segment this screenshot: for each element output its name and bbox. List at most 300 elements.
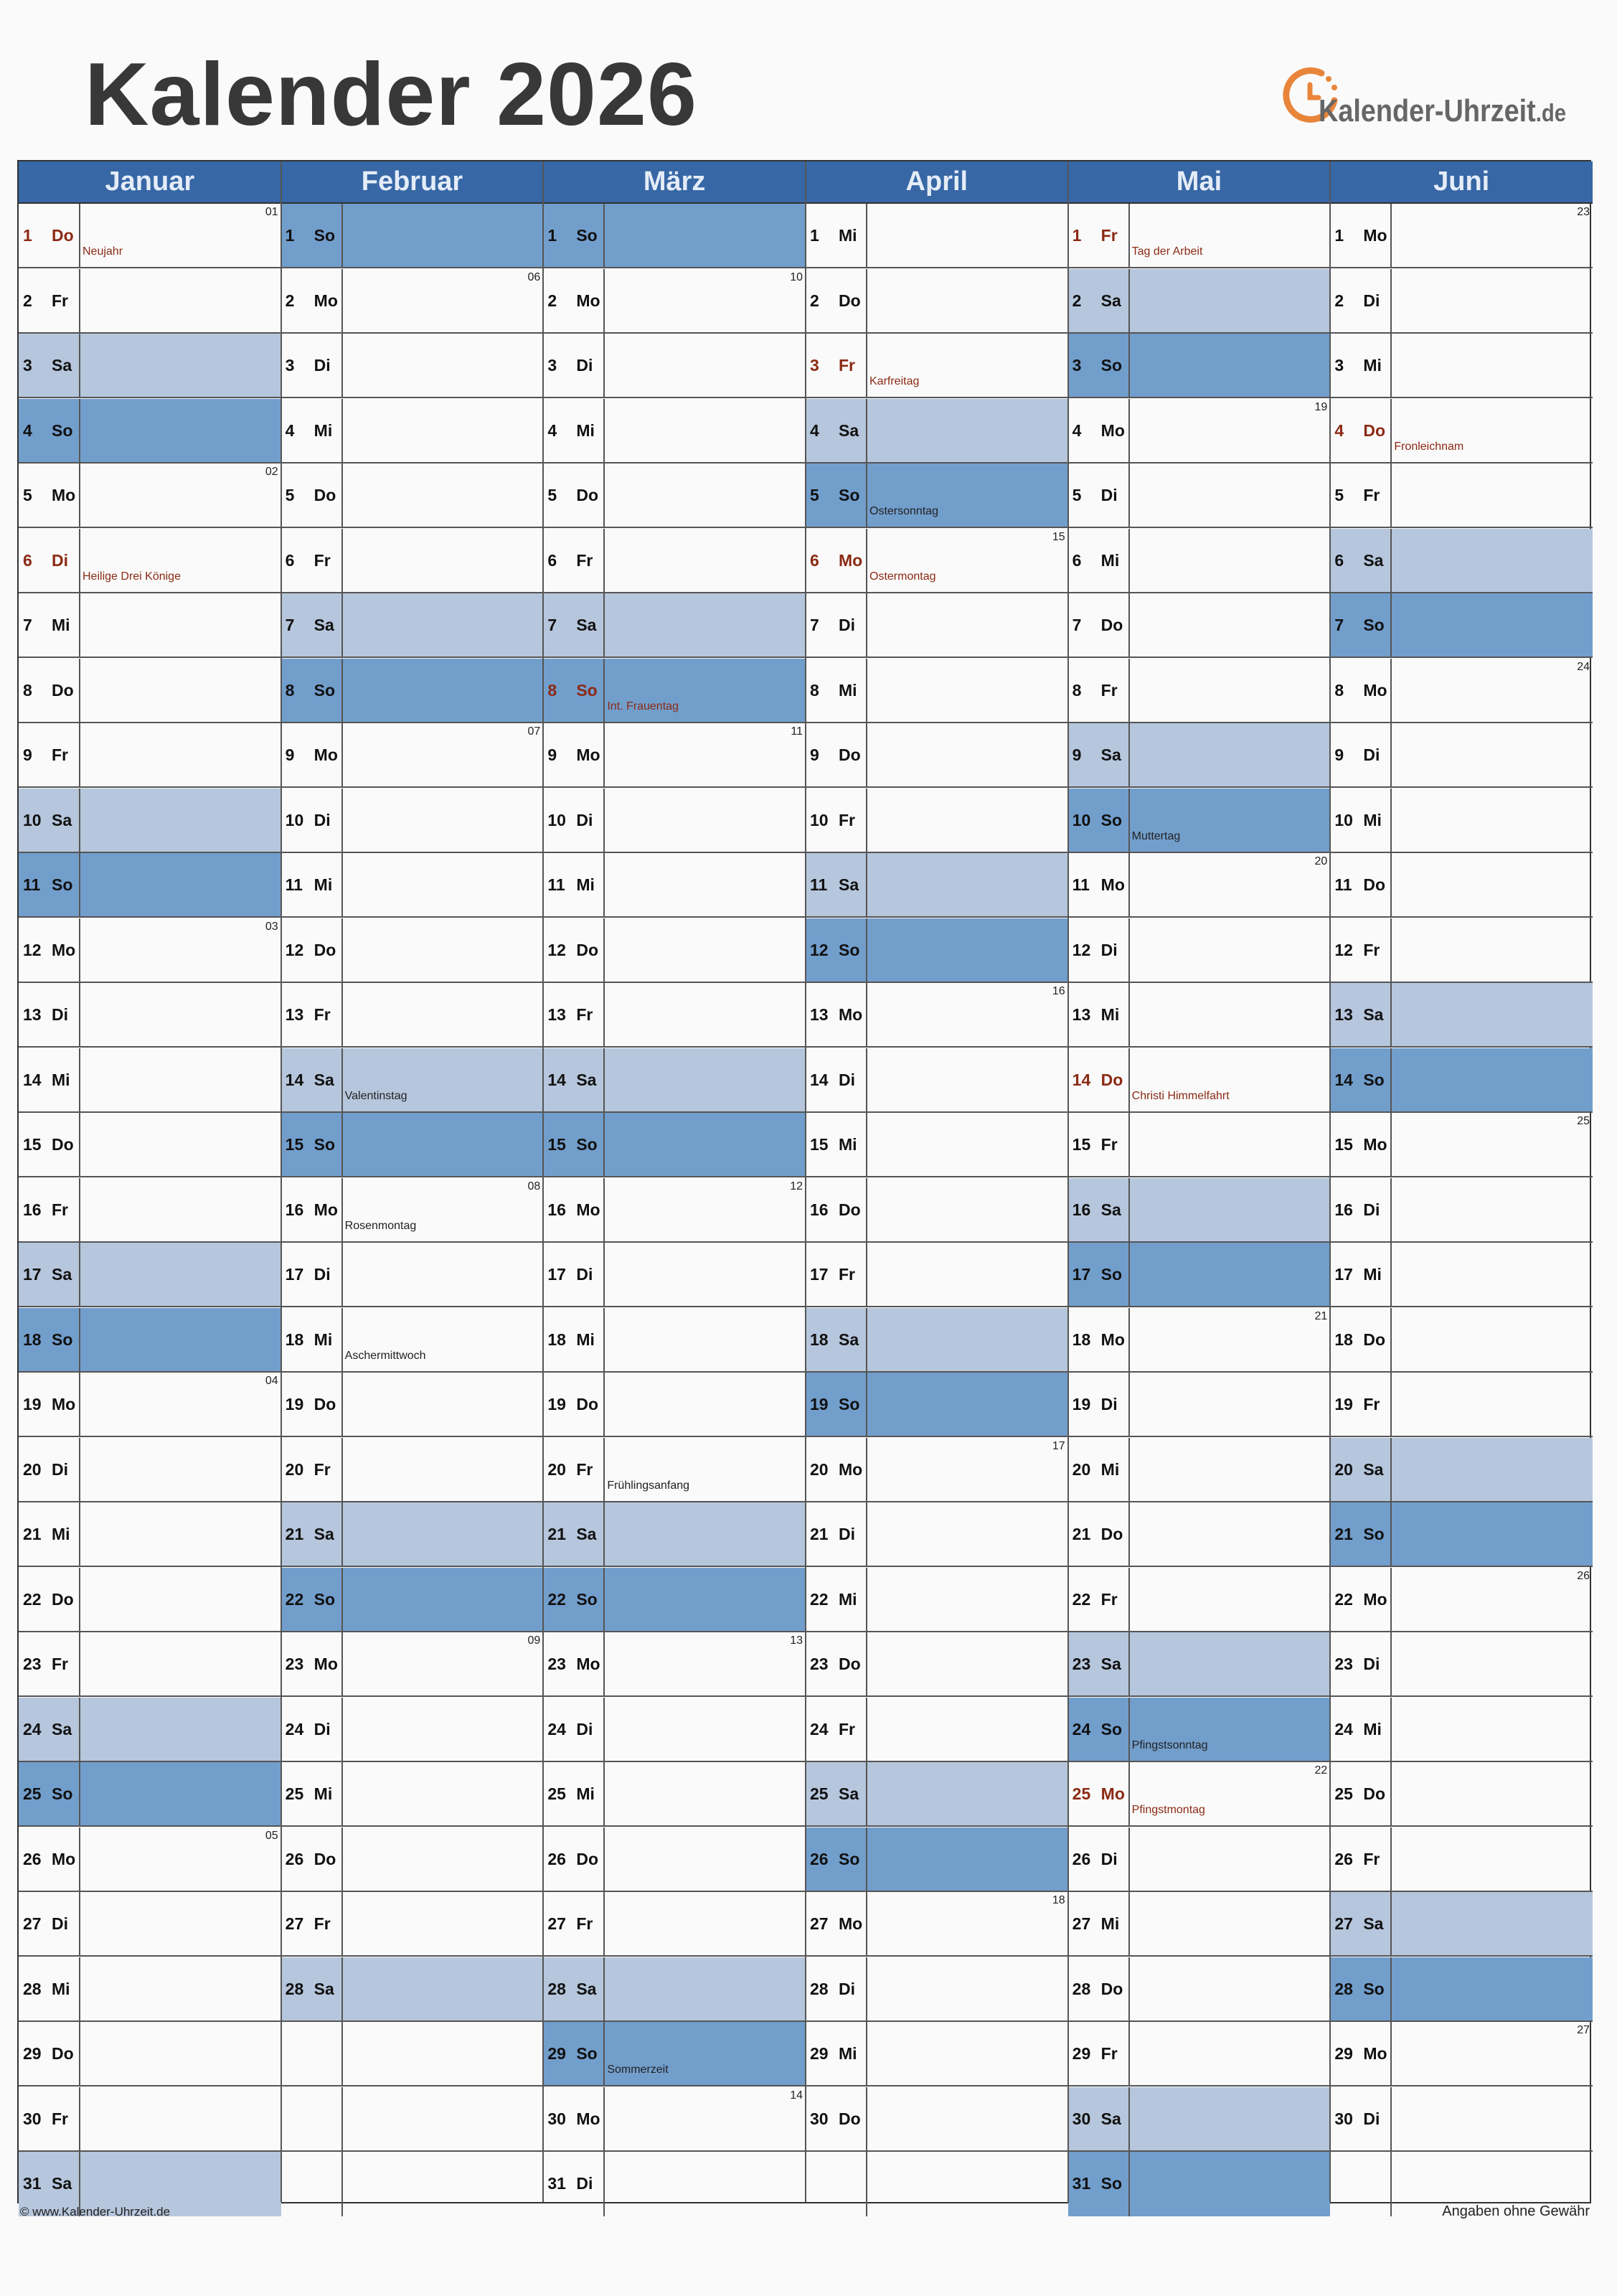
weekday-name: Sa: [1100, 2109, 1121, 2128]
day-row: [1068, 1113, 1331, 1177]
day-number: 4: [547, 420, 557, 440]
weekday-name: So: [1363, 1070, 1385, 1089]
day-note-cell: [867, 399, 1068, 462]
day-number: 9: [1072, 745, 1082, 764]
day-row: [1330, 1632, 1593, 1697]
day-note-cell: [80, 1502, 281, 1566]
day-number: 10: [1334, 810, 1353, 829]
day-note-cell: [605, 723, 806, 786]
event-label: Int. Frauentag: [607, 700, 679, 712]
day-note-cell: [867, 918, 1068, 982]
day-note-cell: [867, 1243, 1068, 1306]
day-label-cell: [19, 1178, 80, 1241]
day-row: [281, 1827, 544, 1892]
day-number: 30: [1334, 2109, 1353, 2128]
day-note-cell: [1392, 1308, 1593, 1371]
day-label-cell: [281, 918, 343, 982]
weekday-name: Sa: [839, 1330, 859, 1349]
day-row: [1330, 593, 1593, 658]
day-label-cell: [806, 1762, 867, 1825]
day-row: [543, 593, 806, 658]
day-row: [1068, 399, 1331, 464]
day-label-cell: [1330, 1502, 1392, 1566]
day-note-cell: [605, 204, 806, 267]
day-row: [19, 334, 281, 398]
day-note-cell: [867, 2087, 1068, 2150]
day-row: [1068, 1827, 1331, 1892]
weekday-name: Sa: [576, 1070, 597, 1089]
weekday-name: Mo: [52, 486, 76, 504]
day-note-cell: [867, 269, 1068, 332]
day-row: [281, 1113, 544, 1177]
day-label-cell: [1068, 529, 1130, 592]
day-number: 24: [1072, 1719, 1091, 1739]
day-number: 25: [547, 1784, 566, 1803]
weekday-name: Do: [1363, 420, 1385, 440]
day-row: [1068, 983, 1331, 1048]
day-label-cell: [281, 334, 343, 397]
weekday-name: Fr: [314, 1914, 331, 1933]
weekday-name: Mi: [576, 875, 595, 894]
day-row: [1330, 1308, 1593, 1373]
weekday-name: Fr: [52, 745, 68, 764]
day-label-cell: [19, 399, 80, 462]
weekday-name: Sa: [839, 420, 859, 440]
day-label-cell: [543, 1308, 605, 1371]
day-row: [19, 593, 281, 658]
weekday-name: Fr: [1100, 226, 1118, 245]
weekday-name: Mo: [1100, 1784, 1125, 1803]
day-row: [1330, 1762, 1593, 1827]
day-label-cell: [281, 1048, 343, 1111]
day-note-cell: [343, 1957, 544, 2020]
day-row: [281, 334, 544, 398]
day-label-cell: [281, 1243, 343, 1306]
day-label-cell: [806, 1892, 867, 1955]
day-label-cell: [1330, 1698, 1392, 1761]
weekday-name: So: [52, 420, 73, 440]
weekday-name: Do: [314, 940, 336, 959]
day-number: 4: [1072, 420, 1082, 440]
week-number: 06: [527, 270, 541, 283]
day-note-cell: [1392, 1373, 1593, 1436]
day-label-cell: [1068, 1243, 1130, 1306]
day-row: [1330, 723, 1593, 788]
day-label-cell: [543, 1502, 605, 1566]
day-row: [543, 1957, 806, 2022]
weekday-name: So: [52, 1330, 73, 1349]
day-note-cell: [605, 1827, 806, 1891]
weekday-name: Sa: [1100, 745, 1121, 764]
day-note-cell: [80, 2022, 281, 2085]
day-number: 14: [285, 1070, 304, 1089]
day-note-cell: [1130, 1957, 1331, 2020]
day-label-cell: [543, 1373, 605, 1436]
day-note-cell: [867, 593, 1068, 657]
day-row: [19, 1502, 281, 1567]
day-note-cell: [343, 983, 544, 1046]
day-label-cell: [281, 1373, 343, 1436]
day-row: [281, 1178, 544, 1243]
day-note-cell: [1130, 204, 1331, 267]
day-label-cell: [19, 1892, 80, 1955]
day-number: 31: [1072, 2174, 1091, 2193]
weekday-name: Mi: [1100, 550, 1120, 570]
day-number: 23: [1072, 1655, 1091, 1673]
day-note-cell: [343, 659, 544, 722]
day-note-cell: [343, 1438, 544, 1501]
weekday-name: Mo: [576, 2109, 600, 2128]
day-note-cell: [1130, 659, 1331, 722]
day-number: 11: [1072, 875, 1090, 894]
day-label-cell: [19, 593, 80, 657]
weekday-name: Mo: [839, 1005, 863, 1024]
month-divider: [1329, 161, 1331, 2202]
day-row: [1330, 1048, 1593, 1113]
day-number: 9: [23, 745, 32, 764]
day-number: 27: [23, 1914, 42, 1933]
week-number: 01: [265, 206, 278, 218]
day-number: 25: [285, 1784, 304, 1803]
day-row: [543, 464, 806, 528]
day-number: 17: [547, 1265, 566, 1284]
day-label-cell: [19, 1502, 80, 1566]
weekday-name: Di: [1363, 291, 1380, 310]
day-number: 13: [810, 1005, 829, 1024]
weekday-name: Sa: [1363, 1005, 1384, 1024]
day-label-cell: [543, 1827, 605, 1891]
day-note-cell: [605, 399, 806, 462]
day-label-cell: [1330, 269, 1392, 332]
day-label-cell: [543, 2022, 605, 2085]
weekday-name: So: [576, 2044, 598, 2063]
day-note-cell: [343, 1048, 544, 1111]
month-column: [1068, 161, 1331, 2202]
weekday-name: Mi: [576, 1330, 595, 1349]
day-row: [19, 1892, 281, 1957]
week-number: 26: [1577, 1569, 1590, 1582]
week-number: 17: [1052, 1439, 1065, 1452]
weekday-name: Mo: [1363, 2044, 1387, 2063]
day-row: [281, 464, 544, 528]
day-note-cell: [1392, 1243, 1593, 1306]
day-row: [281, 1308, 544, 1373]
day-note-cell: [343, 2152, 544, 2216]
weekday-name: Sa: [314, 1525, 334, 1543]
weekday-name: Fr: [1363, 486, 1380, 504]
day-row: [806, 723, 1068, 788]
day-number: 22: [23, 1589, 42, 1609]
day-number: 15: [285, 1135, 304, 1154]
day-label-cell: [806, 2087, 867, 2150]
day-label-cell: [543, 334, 605, 397]
day-row: [1068, 1762, 1331, 1827]
day-row: [543, 789, 806, 853]
day-number: 15: [547, 1135, 566, 1154]
day-row: [543, 853, 806, 918]
day-note-cell: [1130, 1762, 1331, 1825]
event-label: Frühlingsanfang: [607, 1479, 690, 1492]
day-note-cell: [80, 334, 281, 397]
day-note-cell: [80, 1957, 281, 2020]
weekday-name: Mo: [576, 1655, 600, 1673]
day-number: 24: [547, 1719, 566, 1739]
day-label-cell: [806, 399, 867, 462]
weekday-name: Do: [839, 2109, 861, 2128]
day-note-cell: [80, 1048, 281, 1111]
day-row: [1068, 2152, 1331, 2216]
day-note-cell: [80, 918, 281, 982]
day-number: 13: [1334, 1005, 1353, 1024]
day-row: [806, 399, 1068, 464]
page-title: Kalender 2026: [85, 45, 697, 144]
day-label-cell: [19, 1568, 80, 1631]
day-number: 22: [1072, 1589, 1091, 1609]
event-label: Muttertag: [1131, 829, 1181, 842]
site-logo[interactable]: [1278, 63, 1580, 128]
day-note-cell: [1392, 1762, 1593, 1825]
day-row: [806, 1243, 1068, 1307]
event-label: Sommerzeit: [607, 2064, 669, 2076]
weekday-name: Mo: [314, 1655, 338, 1673]
day-row: [806, 204, 1068, 268]
month-column: [806, 161, 1068, 2202]
weekday-name: Di: [52, 550, 68, 570]
event-label: Ostermontag: [869, 570, 936, 583]
day-number: 7: [547, 616, 557, 634]
weekday-name: Mi: [839, 226, 857, 245]
day-row: [19, 464, 281, 528]
day-note-cell: [605, 1113, 806, 1176]
day-row: [806, 529, 1068, 593]
day-number: 14: [810, 1070, 829, 1089]
day-label-cell: [281, 1438, 343, 1501]
day-label-cell: [19, 723, 80, 786]
day-label-cell: [281, 1892, 343, 1955]
day-row: [19, 269, 281, 334]
weekday-name: Mi: [1363, 810, 1382, 829]
day-row: [1068, 529, 1331, 593]
day-label-cell: [1330, 1762, 1392, 1825]
day-note-cell: [605, 1632, 806, 1695]
day-note-cell: [605, 1243, 806, 1306]
day-number: 19: [23, 1395, 42, 1413]
day-row: [281, 1048, 544, 1113]
day-number: 16: [285, 1200, 304, 1219]
day-row: [543, 2022, 806, 2086]
weekday-name: Sa: [314, 1979, 334, 1998]
day-label-cell: [19, 983, 80, 1046]
day-label-cell: [1330, 204, 1392, 267]
day-note-cell: [343, 1113, 544, 1176]
weekday-name: Sa: [839, 875, 859, 894]
day-label-cell: [19, 2022, 80, 2085]
weekday-name: Fr: [52, 1200, 68, 1219]
weekday-name: Mo: [1100, 875, 1125, 894]
day-note-cell: [867, 1892, 1068, 1955]
day-note-cell: [1130, 2022, 1331, 2085]
day-row: [281, 918, 544, 983]
day-label-cell: [1330, 1827, 1392, 1891]
weekday-name: Fr: [52, 291, 68, 310]
day-number: 3: [547, 356, 557, 375]
weekday-name: So: [1363, 616, 1385, 634]
day-number: 23: [810, 1655, 829, 1673]
weekday-name: Mo: [576, 745, 600, 764]
week-number: 05: [265, 1829, 278, 1842]
day-note-cell: [867, 1568, 1068, 1631]
month-column: [281, 161, 544, 2202]
day-number: 7: [1334, 616, 1344, 634]
day-number: 6: [23, 550, 32, 570]
day-row: [1330, 399, 1593, 464]
day-note-cell: [867, 1048, 1068, 1111]
day-note-cell: [1392, 269, 1593, 332]
weekday-name: So: [839, 940, 860, 959]
day-label-cell: [806, 1827, 867, 1891]
day-label-cell: [543, 1178, 605, 1241]
day-note-cell: [80, 464, 281, 527]
day-number: 29: [547, 2044, 566, 2063]
day-note-cell: [343, 334, 544, 397]
month-header: März: [543, 161, 806, 204]
day-note-cell: [1392, 399, 1593, 462]
day-note-cell: [867, 2152, 1068, 2216]
day-label-cell: [281, 1568, 343, 1631]
day-number: 29: [23, 2044, 42, 2063]
day-note-cell: [1130, 1568, 1331, 1631]
week-number: 19: [1314, 400, 1328, 413]
day-note-cell: [343, 269, 544, 332]
day-row: [1330, 853, 1593, 918]
week-number: 21: [1314, 1309, 1328, 1322]
day-label-cell: [281, 2022, 343, 2085]
month-divider: [1067, 161, 1069, 2202]
day-row: [1068, 1308, 1331, 1373]
day-label-cell: [543, 983, 605, 1046]
weekday-name: Do: [1363, 875, 1385, 894]
day-note-cell: [1392, 659, 1593, 722]
day-row: [1068, 1568, 1331, 1632]
day-row: [543, 659, 806, 723]
day-row: [1068, 334, 1331, 398]
day-number: 30: [1072, 2109, 1091, 2128]
day-note-cell: [1130, 529, 1331, 592]
day-row: [1068, 1438, 1331, 1502]
day-number: 8: [285, 680, 295, 700]
day-row: [1068, 1178, 1331, 1243]
day-note-cell: [343, 1762, 544, 1825]
day-note-cell: [343, 1502, 544, 1566]
day-label-cell: [281, 983, 343, 1046]
day-note-cell: [867, 204, 1068, 267]
day-number: 24: [1334, 1719, 1353, 1739]
weekday-name: Do: [314, 1395, 336, 1413]
day-row: [1330, 789, 1593, 853]
day-row: [19, 1762, 281, 1827]
weekday-name: Mi: [839, 680, 857, 700]
week-number: 25: [1577, 1115, 1590, 1127]
day-note-cell: [1392, 1048, 1593, 1111]
weekday-name: Di: [1100, 486, 1118, 504]
day-number: 27: [1334, 1914, 1353, 1933]
weekday-name: Do: [314, 1849, 336, 1868]
day-number: 24: [810, 1719, 829, 1739]
day-number: 2: [1334, 291, 1344, 310]
day-note-cell: [605, 789, 806, 852]
weekday-name: Do: [52, 1135, 74, 1154]
day-note-cell: [1392, 593, 1593, 657]
day-note-cell: [867, 1113, 1068, 1176]
weekday-name: So: [1363, 1979, 1385, 1998]
week-number: 20: [1314, 855, 1328, 867]
day-number: 12: [285, 940, 304, 959]
day-row: [1330, 1373, 1593, 1437]
day-label-cell: [281, 789, 343, 852]
day-note-cell: [1392, 1957, 1593, 2020]
weekday-name: Mi: [52, 616, 70, 634]
day-label-cell: [1068, 1568, 1130, 1631]
day-label-cell: [19, 1762, 80, 1825]
day-note-cell: [343, 1243, 544, 1306]
weekday-name: Do: [52, 680, 74, 700]
day-row: [1330, 269, 1593, 334]
day-row: [543, 1113, 806, 1177]
day-number: 5: [547, 486, 557, 504]
weekday-name: Sa: [576, 1979, 597, 1998]
day-label-cell: [543, 1243, 605, 1306]
day-note-cell: [867, 1502, 1068, 1566]
day-label-cell: [543, 2087, 605, 2150]
weekday-name: So: [314, 680, 336, 700]
day-row: [1068, 1048, 1331, 1113]
day-note-cell: [605, 464, 806, 527]
day-label-cell: [543, 1438, 605, 1501]
day-number: 19: [810, 1395, 829, 1413]
day-note-cell: [867, 529, 1068, 592]
day-note-cell: [605, 1438, 806, 1501]
day-label-cell: [543, 1048, 605, 1111]
day-number: 3: [1334, 356, 1344, 375]
day-label-cell: [1068, 1827, 1130, 1891]
day-row: [1068, 1632, 1331, 1697]
weekday-name: Fr: [1363, 1849, 1380, 1868]
weekday-name: Mi: [839, 1135, 857, 1154]
day-note-cell: [80, 1762, 281, 1825]
day-label-cell: [1330, 1178, 1392, 1241]
weekday-name: So: [314, 1135, 336, 1154]
day-number: 16: [1072, 1200, 1091, 1219]
day-row: [1330, 464, 1593, 528]
day-label-cell: [543, 1632, 605, 1695]
weekday-name: Fr: [1100, 2044, 1118, 2063]
footer-disclaimer: Angaben ohne Gewähr: [1442, 2203, 1590, 2219]
day-label-cell: [19, 1373, 80, 1436]
day-row: [806, 1827, 1068, 1892]
day-row: [1330, 1502, 1593, 1567]
weekday-name: Di: [1363, 1655, 1380, 1673]
day-number: 27: [547, 1914, 566, 1933]
event-label: Ostersonntag: [869, 505, 939, 517]
day-note-cell: [80, 1113, 281, 1176]
day-label-cell: [281, 1113, 343, 1176]
day-note-cell: [1392, 1632, 1593, 1695]
day-note-cell: [1392, 853, 1593, 916]
weekday-name: Sa: [52, 2174, 72, 2193]
week-number: 15: [1052, 530, 1065, 543]
day-note-cell: [80, 1178, 281, 1241]
weekday-name: Mo: [314, 745, 338, 764]
